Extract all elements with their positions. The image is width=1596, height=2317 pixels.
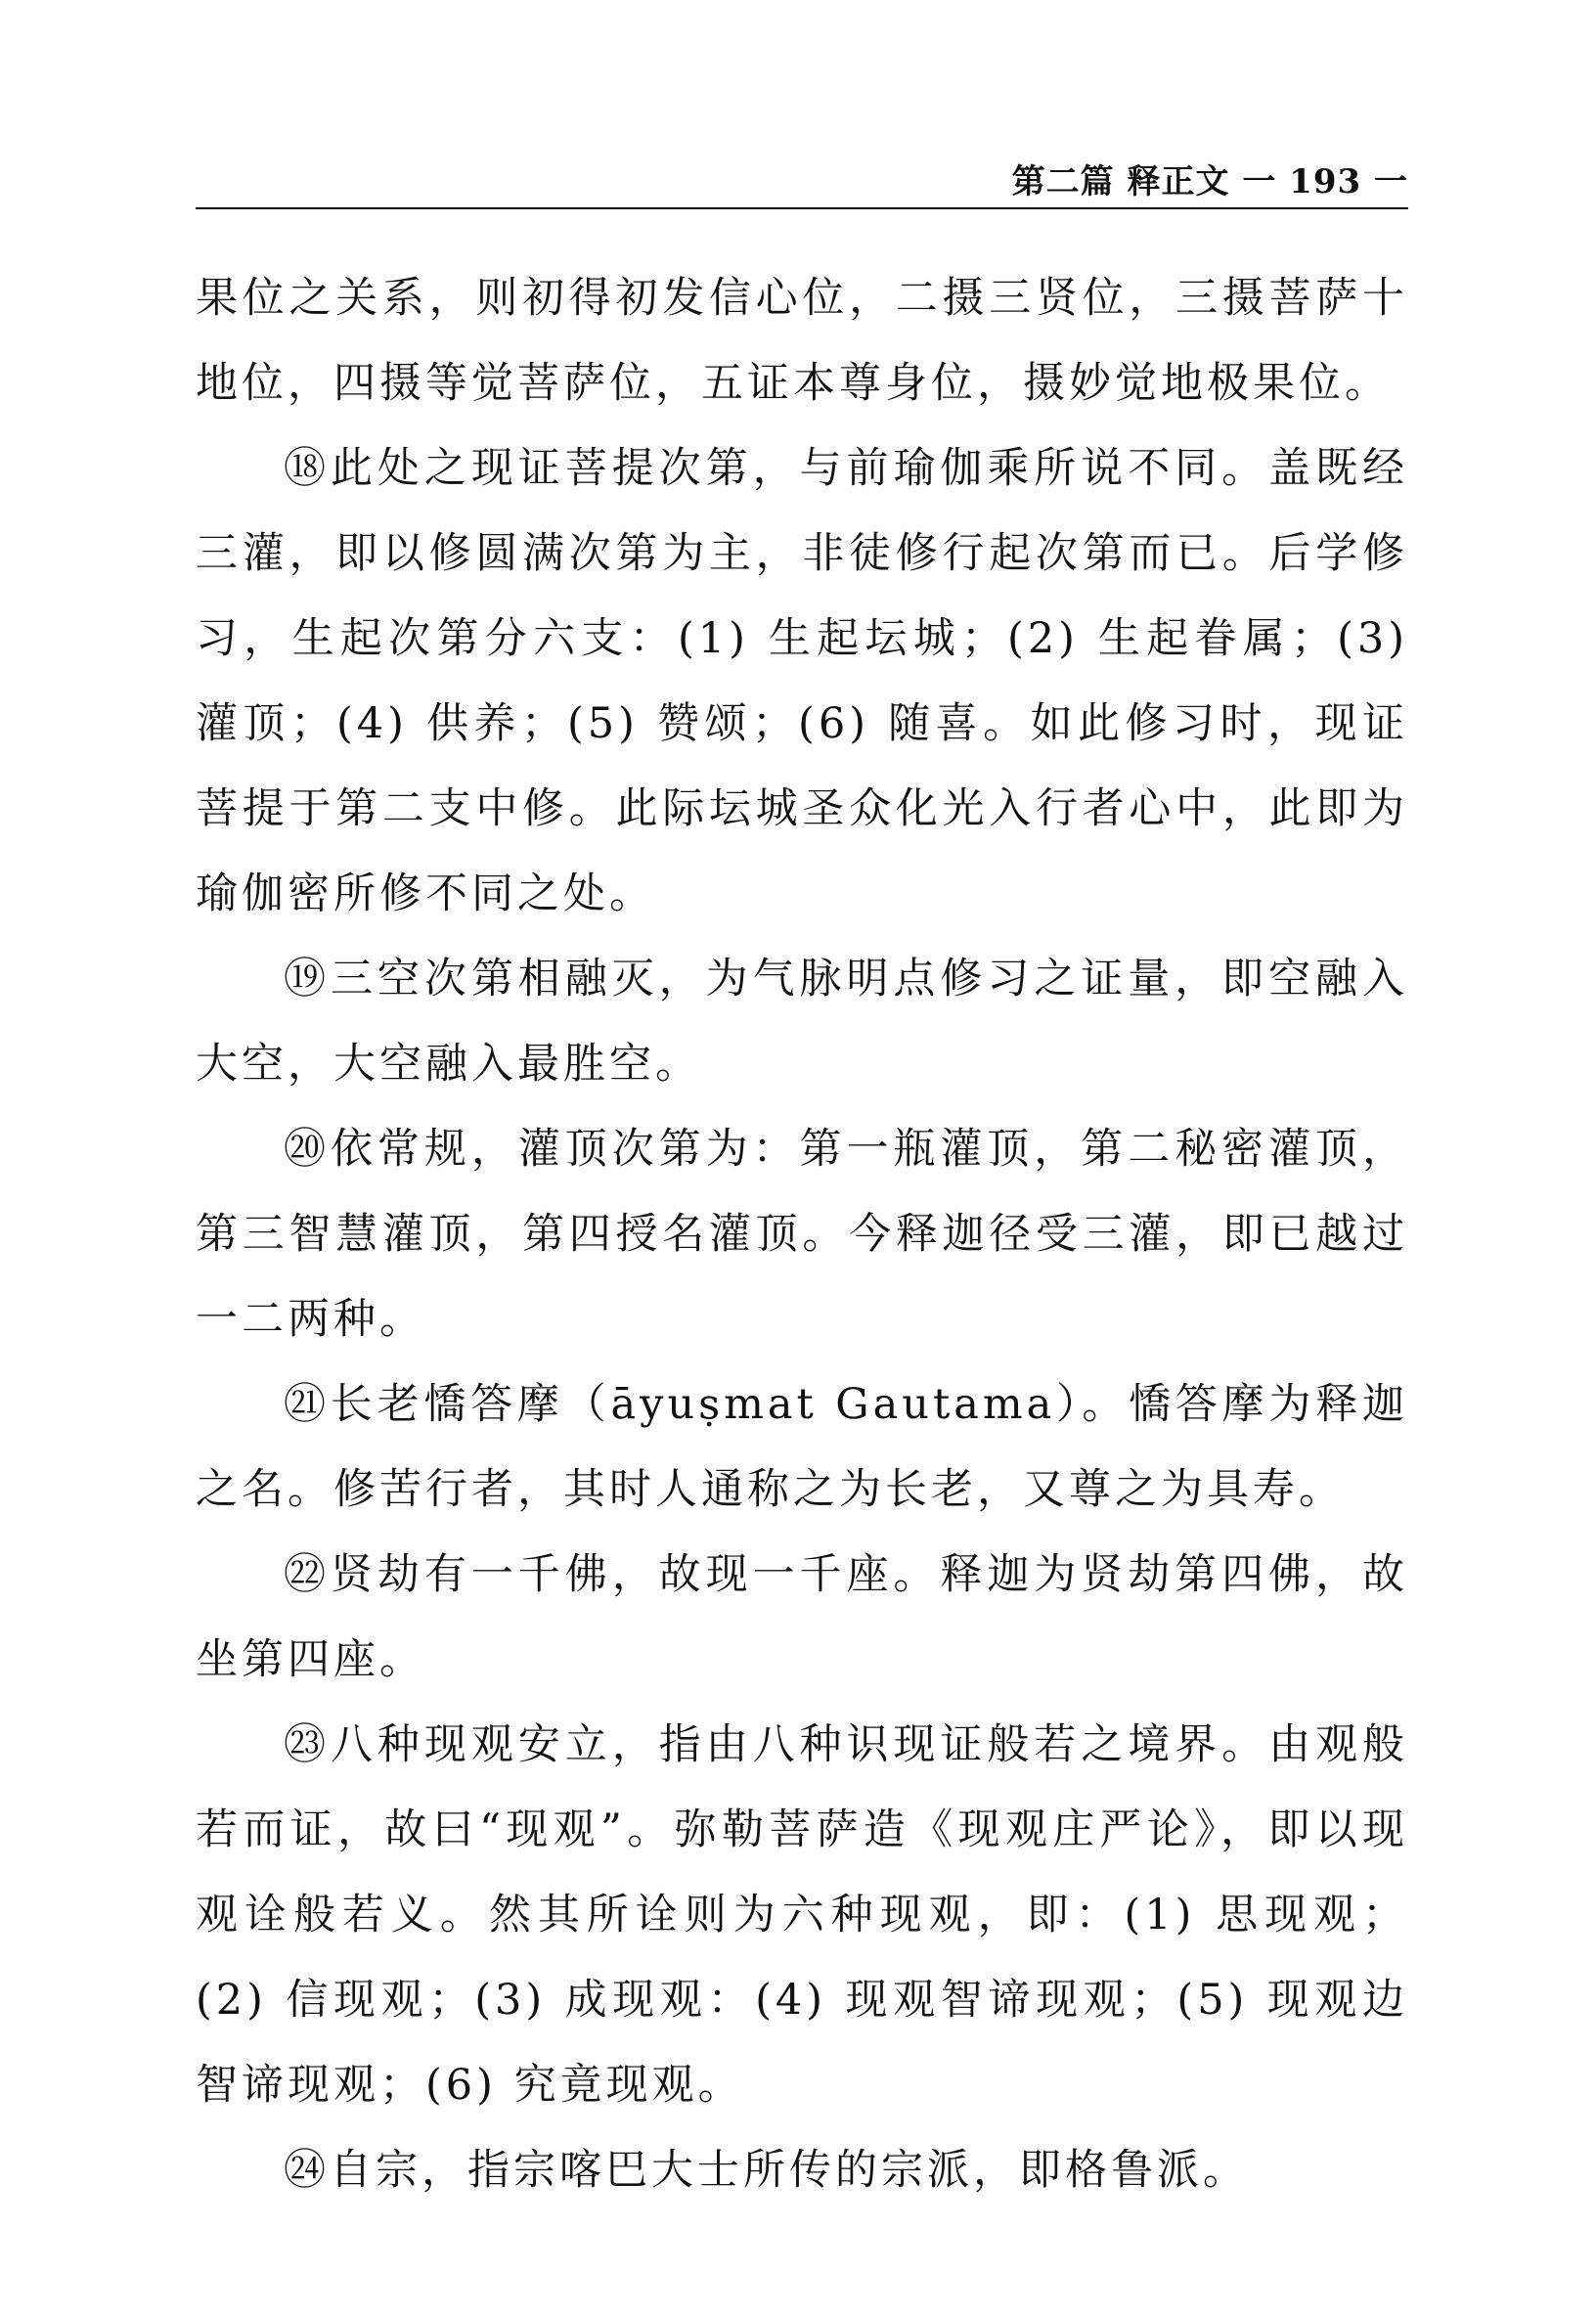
note-19: ⑲三空次第相融灭，为气脉明点修习之证量，即空融入大空，大空融入最胜空。 bbox=[196, 955, 1408, 1089]
note-24: ㉔自宗，指宗喀巴大士所传的宗派，即格鲁派。 bbox=[284, 2146, 1249, 2195]
running-head: 第二篇 释正文 一 193 一 bbox=[196, 156, 1408, 209]
paragraph-continued: 果位之关系，则初得初发信心位，二摄三贤位，三摄菩萨十地位，四摄等觉菩萨位，五证本尊身位，摄妙觉地极果位。 bbox=[196, 274, 1408, 408]
body-text bbox=[196, 256, 1408, 2213]
note-20: ⑳依常规，灌顶次第为：第一瓶灌顶，第二秘密灌顶，第三智慧灌顶，第四授名灌顶。今释迦径受三灌，即已越过一二两种。 bbox=[196, 1125, 1408, 1344]
note-22: ㉒贤劫有一千佛，故现一千座。释迦为贤劫第四佛，故坐第四座。 bbox=[196, 1550, 1408, 1684]
note-18: ⑱此处之现证菩提次第，与前瑜伽乘所说不同。盖既经三灌，即以修圆满次第为主，非徒修行起次第而已。后学修习，生起次第分六支：(1) 生起坛城；(2) 生起眷属；(3) 灌顶；(4) 供养；(5) 赞颂；(6) 随喜。如此修习时，现证菩提于第二支中修。此际坛城圣众化光入行者心中，此即为瑜伽密所修不同之处。 bbox=[196, 444, 1408, 918]
note-23: ㉓八种现观安立，指由八种识现证般若之境界。由观般若而证，故曰“现观”。弥勒菩萨造《现观庄严论》，即以现观诠般若义。然其所诠则为六种现观，即：(1) 思现观；(2) 信现观；(3) 成现观：(4) 现观智谛现观；(5) 现观边智谛现观；(6) 究竟现观。 bbox=[196, 1720, 1408, 2110]
note-21: ㉑长老憍答摩（āyuṣmat Gautama）。憍答摩为释迦之名。修苦行者，其时人通称之为长老，又尊之为具寿。 bbox=[196, 1380, 1408, 1514]
